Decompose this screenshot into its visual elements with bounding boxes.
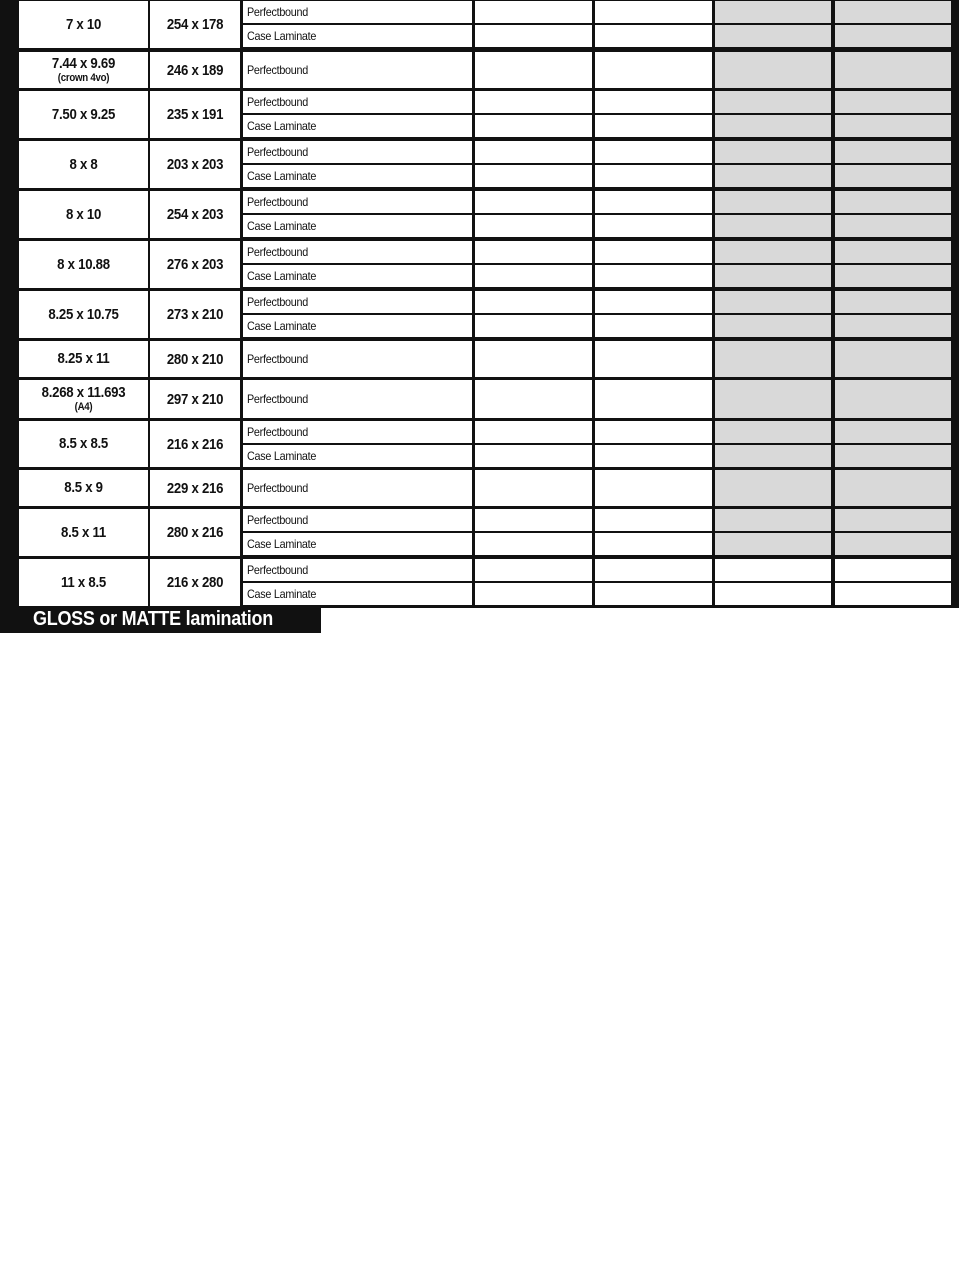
blank-cell: [475, 91, 592, 113]
shaded-cell: [715, 533, 831, 555]
size-inches-cell: [19, 509, 148, 556]
shaded-cell: [715, 165, 831, 187]
binding-cell: [243, 315, 472, 337]
table-row: [0, 51, 959, 88]
shaded-cell: [715, 52, 831, 88]
size-inches-cell: [19, 141, 148, 188]
shaded-cell: [835, 445, 951, 467]
binding-cell: [243, 1, 472, 23]
shaded-cell: [835, 241, 951, 263]
shaded-cell: [835, 215, 951, 237]
size-mm-cell: [150, 141, 240, 188]
size-inches-label: 8 x 10: [65, 205, 102, 223]
shaded-cell: [715, 445, 831, 467]
binding-label: Case Laminate: [247, 119, 317, 133]
binding-cell: [243, 215, 472, 237]
size-mm-cell: [150, 341, 240, 377]
binding-label: Perfectbound: [247, 425, 309, 439]
binding-cell: [243, 380, 472, 418]
binding-cell: [243, 470, 472, 506]
table-row: [0, 558, 959, 606]
shaded-cell: [835, 52, 951, 88]
shaded-cell: [715, 341, 831, 377]
size-inches-label: 7.44 x 9.69: [51, 55, 116, 72]
binding-cell: [243, 115, 472, 137]
shaded-cell: [715, 509, 831, 531]
size-mm-label: 216 x 280: [166, 574, 224, 591]
size-inches-label: 8 x 10.88: [57, 255, 110, 273]
binding-cell: [243, 265, 472, 287]
size-mm-cell: [150, 380, 240, 418]
blank-cell: [595, 583, 712, 605]
blank-cell: [715, 559, 831, 581]
blank-cell: [595, 470, 712, 506]
binding-label: Perfectbound: [247, 295, 309, 309]
size-inches-label: 7 x 10: [65, 15, 102, 33]
size-mm-label: 229 x 216: [166, 479, 224, 497]
shaded-cell: [715, 215, 831, 237]
blank-cell: [475, 141, 592, 163]
shaded-cell: [835, 265, 951, 287]
table-row: [0, 290, 959, 338]
size-mm-cell: [150, 509, 240, 556]
binding-label: Case Laminate: [247, 587, 317, 601]
blank-cell: [475, 52, 592, 88]
blank-cell: [475, 470, 592, 506]
size-mm-label: 246 x 189: [166, 61, 224, 79]
blank-cell: [595, 191, 712, 213]
blank-cell: [595, 265, 712, 287]
size-inches-cell: [19, 470, 148, 506]
size-inches-label: 11 x 8.5: [61, 573, 106, 591]
shaded-cell: [715, 91, 831, 113]
blank-cell: [595, 291, 712, 313]
shaded-cell: [835, 91, 951, 113]
size-inches-label: 8.25 x 11: [57, 350, 110, 367]
binding-label: Perfectbound: [247, 5, 309, 19]
shaded-cell: [715, 191, 831, 213]
table-row: [0, 340, 959, 377]
binding-cell: [243, 445, 472, 467]
blank-cell: [475, 1, 592, 23]
binding-cell: [243, 25, 472, 47]
size-note-label: (crown 4vo): [57, 72, 110, 84]
size-mm-label: 203 x 203: [166, 156, 224, 173]
size-inches-cell: [19, 421, 148, 467]
shaded-cell: [715, 421, 831, 443]
size-mm-label: 280 x 216: [166, 524, 224, 541]
binding-cell: [243, 241, 472, 263]
shaded-cell: [715, 380, 831, 418]
binding-label: Perfectbound: [247, 195, 309, 209]
binding-label: Case Laminate: [247, 169, 317, 183]
binding-cell: [243, 52, 472, 88]
binding-cell: [243, 421, 472, 443]
size-mm-cell: [150, 291, 240, 338]
blank-cell: [595, 421, 712, 443]
shaded-cell: [835, 291, 951, 313]
blank-cell: [475, 559, 592, 581]
binding-label: Perfectbound: [247, 481, 309, 495]
table-row: [0, 90, 959, 138]
size-inches-label: 7.50 x 9.25: [51, 105, 116, 123]
blank-cell: [475, 25, 592, 47]
shaded-cell: [715, 25, 831, 47]
lamination-footer: [18, 606, 321, 633]
blank-cell: [595, 509, 712, 531]
size-mm-label: 235 x 191: [166, 106, 224, 123]
binding-label: Case Laminate: [247, 269, 317, 283]
shaded-cell: [715, 470, 831, 506]
shaded-cell: [715, 141, 831, 163]
binding-label: Perfectbound: [247, 392, 309, 406]
size-mm-label: 297 x 210: [166, 390, 224, 408]
size-mm-cell: [150, 91, 240, 138]
shaded-cell: [835, 470, 951, 506]
binding-cell: [243, 341, 472, 377]
blank-cell: [595, 1, 712, 23]
blank-cell: [475, 191, 592, 213]
size-mm-label: 216 x 216: [166, 435, 224, 453]
table-row: [0, 240, 959, 288]
blank-cell: [595, 165, 712, 187]
size-inches-label: 8.268 x 11.693: [41, 384, 126, 401]
size-mm-cell: [150, 421, 240, 467]
size-mm-cell: [150, 191, 240, 238]
size-mm-cell: [150, 1, 240, 48]
binding-label: Perfectbound: [247, 563, 309, 577]
shaded-cell: [835, 191, 951, 213]
binding-cell: [243, 165, 472, 187]
shaded-cell: [715, 241, 831, 263]
blank-cell: [595, 141, 712, 163]
binding-cell: [243, 533, 472, 555]
size-inches-label: 8.5 x 11: [61, 523, 106, 541]
size-mm-cell: [150, 559, 240, 606]
size-inches-cell: [19, 559, 148, 606]
blank-cell: [475, 315, 592, 337]
size-mm-cell: [150, 241, 240, 288]
size-inches-cell: [19, 91, 148, 138]
shaded-cell: [715, 1, 831, 23]
blank-cell: [475, 380, 592, 418]
blank-cell: [475, 421, 592, 443]
size-inches-cell: [19, 341, 148, 377]
blank-cell: [475, 533, 592, 555]
shaded-cell: [835, 341, 951, 377]
binding-label: Perfectbound: [247, 145, 309, 159]
blank-cell: [595, 91, 712, 113]
binding-label: Case Laminate: [247, 537, 317, 551]
size-note-label: (A4): [74, 401, 93, 413]
blank-cell: [595, 241, 712, 263]
shaded-cell: [715, 315, 831, 337]
blank-cell: [475, 115, 592, 137]
blank-cell: [595, 215, 712, 237]
shaded-cell: [835, 533, 951, 555]
size-inches-label: 8.5 x 8.5: [58, 435, 109, 452]
size-mm-cell: [150, 52, 240, 88]
size-inches-cell: [19, 1, 148, 48]
shaded-cell: [715, 115, 831, 137]
shaded-cell: [835, 115, 951, 137]
lamination-footer-label: GLOSS or MATTE lamination: [33, 608, 273, 630]
size-inches-label: 8 x 8: [69, 155, 98, 173]
size-inches-label: 8.5 x 9: [64, 479, 103, 496]
table-row: [0, 379, 959, 418]
table-row: [0, 190, 959, 238]
blank-cell: [475, 241, 592, 263]
shaded-cell: [835, 1, 951, 23]
blank-cell: [595, 380, 712, 418]
table-row: [0, 420, 959, 467]
binding-label: Perfectbound: [247, 513, 309, 527]
blank-cell: [835, 583, 951, 605]
shaded-cell: [835, 315, 951, 337]
binding-cell: [243, 91, 472, 113]
shaded-cell: [835, 509, 951, 531]
shaded-cell: [835, 141, 951, 163]
binding-cell: [243, 191, 472, 213]
size-mm-label: 254 x 203: [166, 206, 224, 223]
binding-label: Case Laminate: [247, 219, 317, 233]
shaded-cell: [715, 265, 831, 287]
blank-cell: [475, 165, 592, 187]
binding-label: Case Laminate: [247, 319, 317, 333]
blank-cell: [475, 445, 592, 467]
size-mm-label: 254 x 178: [166, 16, 224, 33]
blank-cell: [595, 115, 712, 137]
shaded-cell: [835, 25, 951, 47]
blank-cell: [475, 341, 592, 377]
size-mm-label: 280 x 210: [166, 350, 224, 368]
binding-label: Perfectbound: [247, 245, 309, 259]
blank-cell: [475, 215, 592, 237]
binding-cell: [243, 291, 472, 313]
shaded-cell: [835, 165, 951, 187]
blank-cell: [475, 509, 592, 531]
binding-label: Perfectbound: [247, 63, 309, 77]
table-row: [0, 469, 959, 506]
binding-label: Case Laminate: [247, 29, 317, 43]
binding-label: Perfectbound: [247, 352, 309, 366]
binding-label: Case Laminate: [247, 449, 317, 463]
size-inches-cell: [19, 241, 148, 288]
binding-cell: [243, 583, 472, 605]
blank-cell: [595, 52, 712, 88]
blank-cell: [475, 265, 592, 287]
binding-label: Perfectbound: [247, 95, 309, 109]
size-mm-label: 276 x 203: [166, 256, 224, 273]
blank-cell: [835, 559, 951, 581]
size-mm-cell: [150, 470, 240, 506]
table-row: [0, 0, 959, 48]
blank-cell: [595, 315, 712, 337]
size-inches-cell: [19, 191, 148, 238]
binding-cell: [243, 509, 472, 531]
blank-cell: [475, 583, 592, 605]
binding-cell: [243, 559, 472, 581]
size-inches-label: 8.25 x 10.75: [48, 305, 119, 323]
binding-cell: [243, 141, 472, 163]
blank-cell: [595, 445, 712, 467]
blank-cell: [475, 291, 592, 313]
blank-cell: [595, 533, 712, 555]
size-inches-cell: [19, 52, 148, 88]
size-mm-label: 273 x 210: [166, 306, 224, 323]
shaded-cell: [715, 291, 831, 313]
blank-cell: [715, 583, 831, 605]
shaded-cell: [835, 421, 951, 443]
size-inches-cell: [19, 380, 148, 418]
shaded-cell: [835, 380, 951, 418]
blank-cell: [595, 25, 712, 47]
size-inches-cell: [19, 291, 148, 338]
blank-cell: [595, 341, 712, 377]
table-row: [0, 140, 959, 188]
blank-cell: [595, 559, 712, 581]
table-row: [0, 508, 959, 556]
